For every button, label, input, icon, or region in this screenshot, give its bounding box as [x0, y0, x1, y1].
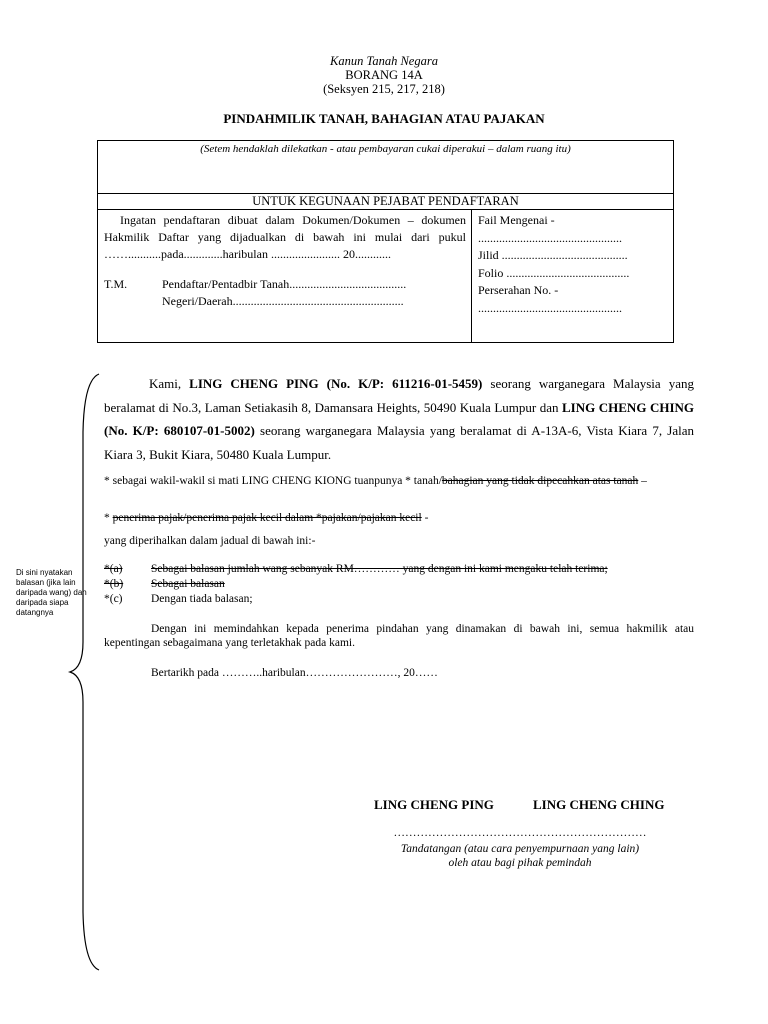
dated-line: Bertarikh pada ………..haribulan……………………, 20…… — [151, 667, 438, 679]
file-section — [478, 212, 670, 317]
box-divider — [471, 210, 472, 343]
file-dots: ................................................ — [478, 230, 622, 245]
option-c-text: Dengan tiada balasan; — [151, 593, 253, 605]
signature-line: ………………………………………………………… — [393, 827, 647, 839]
kami-text: Kami, — [149, 376, 190, 391]
folio-line: Folio ......................................... — [478, 265, 630, 280]
option-a-label: *(a) — [104, 563, 123, 575]
form-sections: (Seksyen 215, 217, 218) — [323, 82, 445, 96]
signatory-name-2: LING CHENG CHING — [533, 797, 665, 812]
transferor-paragraph — [104, 372, 694, 466]
representative-text: * sebagai wakil-wakil si mati LING CHENG KIONG tuanpunya * tanah/ — [104, 475, 442, 487]
representative-struck: bahagian yang tidak dipecahkan atas tanah — [441, 475, 639, 487]
transferor-address-1: seorang warganegara Malaysia yang beralamat di No.3, Laman Setiakasih 8, Damansara Heights, 50490 Kuala Lumpur dan — [104, 376, 694, 415]
representative-clause — [104, 474, 694, 488]
signature-caption-1: Tandatangan (atau cara penyempurnaan yang lain) — [400, 843, 640, 855]
schedule-intro: yang diperihalkan dalam jadual di bawah ini:- — [104, 535, 316, 547]
lessee-struck: penerima pajak/penerima pajak kecil dalam *pajakan/pajakan kecil — [112, 512, 422, 524]
signature-caption-2: oleh atau bagi pihak pemindah — [448, 857, 592, 869]
stamp-note: (Setem hendaklah dilekatkan - atau pembayaran cukai diperakui – dalam ruang itu) — [200, 143, 571, 155]
memorial-text: Ingatan pendaftaran dibuat dalam Dokumen/Dokumen – dokumen Hakmilik Daftar yang dijadualkan di bawah ini mulai dari pukul ……...........pada.............haribulan ....................... 20............ — [104, 213, 466, 261]
file-label: Fail Mengenai - — [478, 213, 555, 227]
presentation-label: Perserahan No. - — [478, 283, 559, 297]
act-title: Kanun Tanah Negara — [330, 54, 438, 68]
lessee-end: - — [421, 512, 429, 524]
representative-end: – — [638, 475, 647, 487]
option-b-label: *(b) — [104, 578, 124, 590]
lessee-clause — [104, 511, 694, 525]
signatory-name-1: LING CHENG PING — [374, 797, 494, 812]
jilid-line: Jilid .......................................... — [478, 248, 628, 262]
memorial-section — [104, 212, 466, 310]
registration-box — [97, 140, 674, 343]
transfer-clause: Dengan ini memindahkan kepada penerima pindahan yang dinamakan di bawah ini, semua hakmilik atau kepentingan sebagaimana yang terletakhak pada kami. — [104, 623, 694, 649]
state-line: Negeri/Daerah......................................................... — [162, 294, 404, 308]
form-number: BORANG 14A — [345, 68, 423, 82]
transferor-name-2: LING CHENG CHING (No. K/P: 680107-01-5002) — [104, 399, 694, 438]
registrar-line: Pendaftar/Pentadbir Tanah....................................... — [162, 277, 407, 291]
office-use-heading: UNTUK KEGUNAAN PEJABAT PENDAFTARAN — [98, 194, 673, 210]
option-c-label: *(c) — [104, 593, 123, 605]
option-a-text: Sebagai balasan jumlah wang sebanyak RM………… yang dengan ini kami mengaku telah terima; — [151, 563, 608, 575]
stamp-area — [98, 141, 673, 194]
transferor-address-2: seorang warganegara Malaysia yang beralamat di A-13A-6, Vista Kiara 7, Jalan Kiara 3, Bukit Kiara, 50480 Kuala Lumpur. — [104, 423, 694, 462]
transferor-name-1: LING CHENG PING (No. K/P: 611216-01-5459) — [189, 376, 483, 391]
margin-note: Di sini nyatakan balasan (jika lain daripada wang) dan daripada siapa datangnya — [16, 568, 87, 617]
tm-label: T.M. — [104, 277, 128, 291]
presentation-dots: ................................................ — [478, 300, 622, 315]
page-title: PINDAHMILIK TANAH, BAHAGIAN ATAU PAJAKAN — [223, 111, 545, 126]
left-brace — [66, 372, 102, 972]
option-b-text: Sebagai balasan — [151, 578, 225, 590]
lessee-star: * — [104, 512, 113, 524]
